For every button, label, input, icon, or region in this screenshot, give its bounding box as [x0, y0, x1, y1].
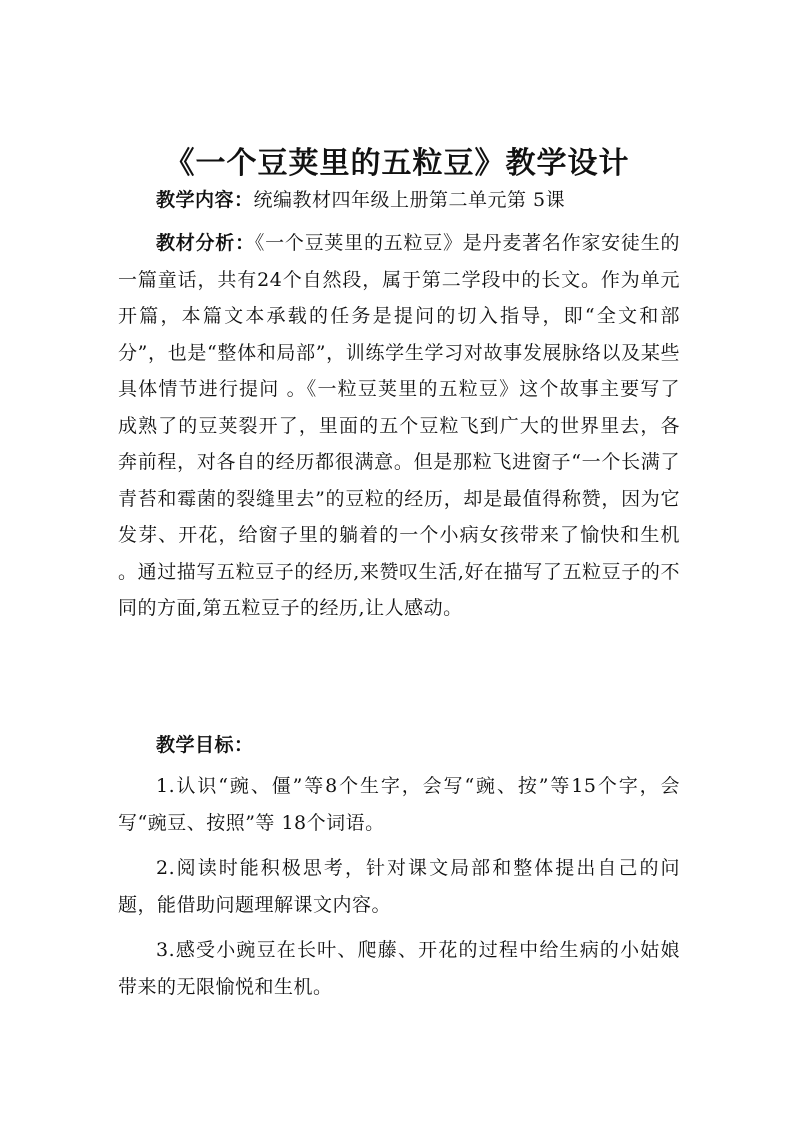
- goal-item-3: 3.感受小豌豆在长叶、爬藤、开花的过程中给生病的小姑娘带来的无限愉悦和生机。: [118, 939, 680, 998]
- teaching-content-paragraph: [118, 182, 680, 219]
- goal-item-2: 2.阅读时能积极思考，针对课文局部和整体提出自己的问题，能借助问题理解课文内容。: [118, 857, 680, 916]
- goal-item-1: 1.认识“豌、僵”等8个生字，会写“豌、按”等15个字，会写“豌豆、按照”等 18个词语。: [118, 775, 680, 834]
- teaching-content-text: 统编教材四年级上册第二单元第 5课: [253, 189, 566, 211]
- material-analysis-label: 教材分析：: [156, 232, 255, 254]
- teaching-goals-heading: [118, 727, 680, 764]
- material-analysis-text: 《一个豆荚里的五粒豆》是丹麦著名作家安徒生的一篇童话，共有24个自然段，属于第二学段中的长文。作为单元开篇，本篇文本承载的任务是提问的切入指导，即“全文和部分”，也是“整体和局部”，训练学生学习对故事发展脉络以及某些具体情节进行提问 。《一粒豆荚里的五粒豆》这个故事主要写了成熟了的豆荚裂开了，里面的五个豆粒飞到广大的世界里去，各奔前程，对各自的经历都很满意。但是那粒飞进窗子“一个长满了青苔和霉菌的裂缝里去”的豆粒的经历，却是最值得称赞，因为它发芽、开花，给窗子里的躺着的一个小病女孩带来了愉快和生机 。通过描写五粒豆子的经历,来赞叹生活,好在描写了五粒豆子的不同的方面,第五粒豆子的经历,让人感动。: [118, 232, 680, 619]
- material-analysis-paragraph: [118, 225, 680, 627]
- teaching-content-label: 教学内容：: [156, 189, 254, 211]
- teaching-goals-label: 教学目标：: [156, 734, 254, 756]
- document-title: 《一个豆荚里的五粒豆》教学设计: [164, 146, 630, 181]
